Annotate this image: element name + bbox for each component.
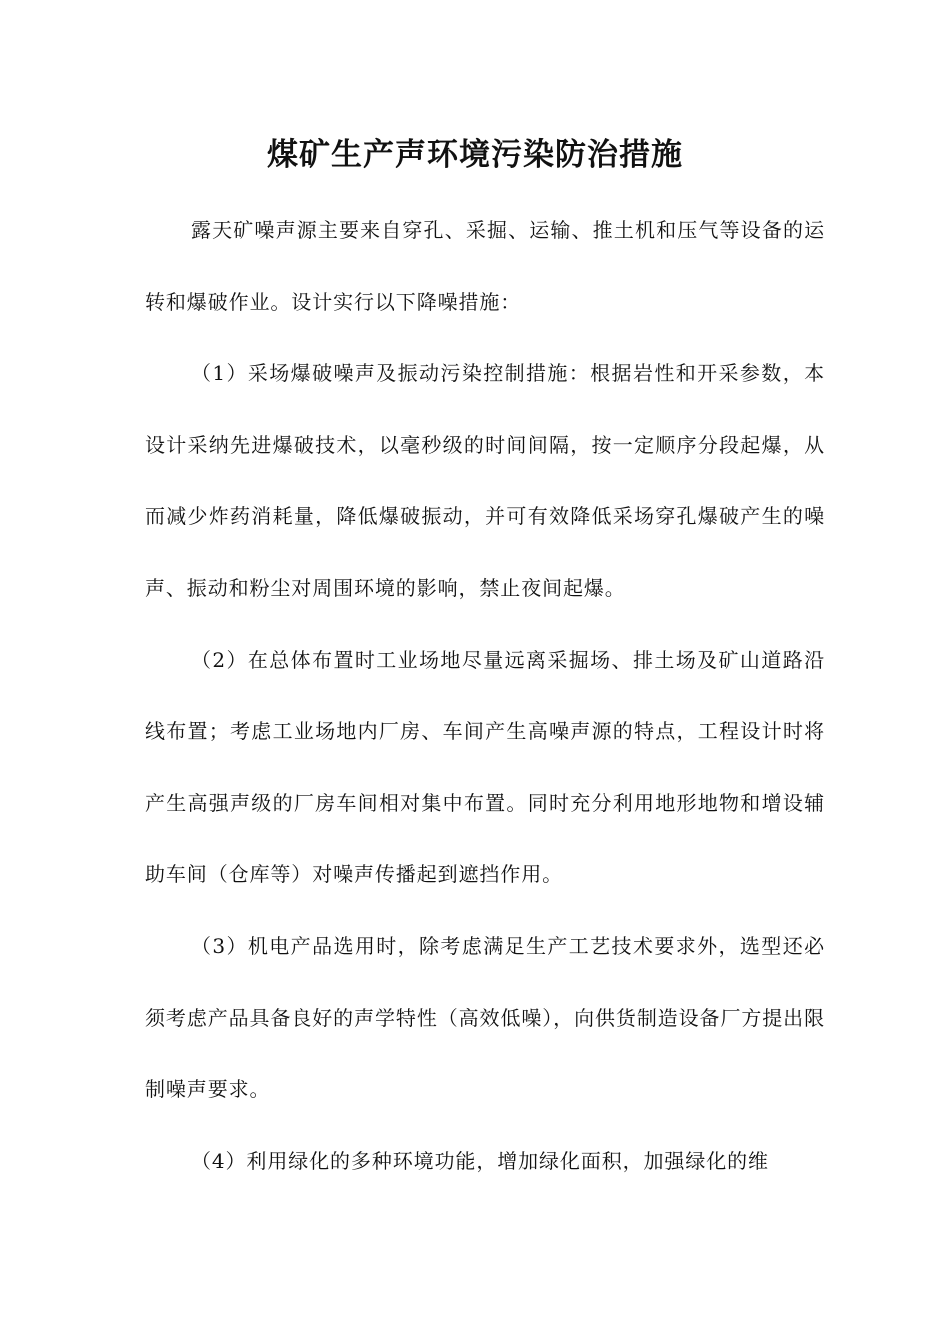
paragraph-intro: 露天矿噪声源主要来自穿孔、采掘、运输、推土机和压气等设备的运转和爆破作业。设计实行以下降噪措施： (145, 218, 825, 314)
document-body (145, 195, 825, 1197)
paragraph-measure-1: （1）采场爆破噪声及振动污染控制措施：根据岩性和开采参数，本设计采纳先进爆破技术，以毫秒级的时间间隔，按一定顺序分段起爆，从而减少炸药消耗量，降低爆破振动，并可有效降低采场穿孔爆破产生的噪声、振动和粉尘对周围环境的影响，禁止夜间起爆。 (145, 361, 825, 600)
paragraph-measure-3: （3）机电产品选用时，除考虑满足生产工艺技术要求外，选型还必须考虑产品具备良好的声学特性（高效低噪），向供货制造设备厂方提出限制噪声要求。 (145, 933, 825, 1102)
paragraph-measure-2: （2）在总体布置时工业场地尽量远离采掘场、排土场及矿山道路沿线布置；考虑工业场地内厂房、车间产生高噪声源的特点，工程设计时将产生高强声级的厂房车间相对集中布置。同时充分利用地形地物和增设辅助车间（仓库等）对噪声传播起到遮挡作用。 (145, 647, 825, 887)
paragraph-measure-4: （4）利用绿化的多种环境功能，增加绿化面积，加强绿化的维 (191, 1148, 769, 1173)
document-title: 煤矿生产声环境污染防治措施 (267, 137, 683, 173)
